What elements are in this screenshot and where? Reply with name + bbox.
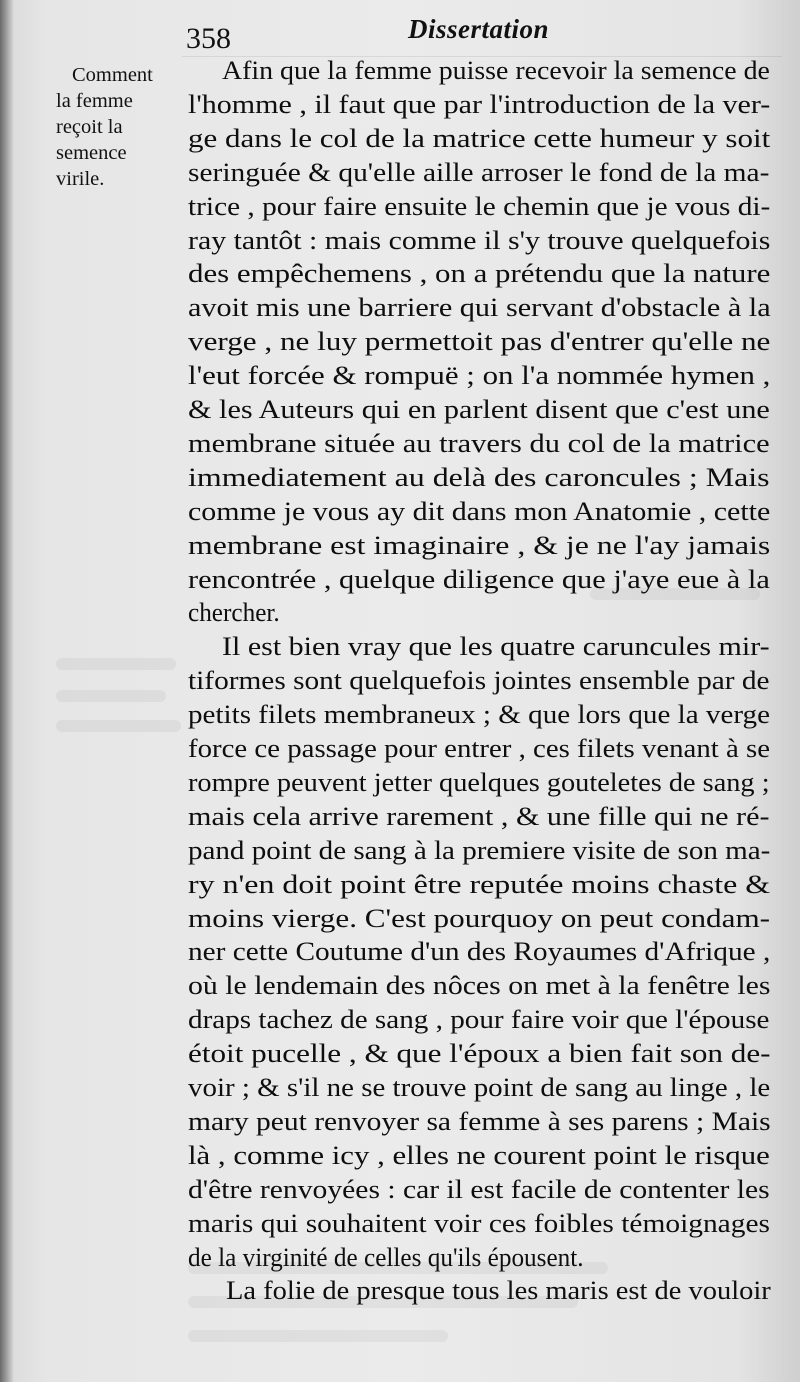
text-line: verge , ne luy permettoit pas d'entrer qu'elle ne [188, 327, 771, 356]
text-line: mary peut renvoyer sa femme à ses parens ; Mais [188, 1107, 771, 1136]
text-line: voir ; & s'il ne se trouve point de sang au linge , le [188, 1073, 771, 1102]
text-line: seringuée & qu'elle aille arroser le fond de la ma- [188, 158, 770, 187]
text-line: moins vierge. C'est pourquoy on peut condam- [188, 904, 771, 933]
margin-note-line: semence [56, 142, 127, 164]
text-line: & les Auteurs qui en parlent disent que c'est une [188, 395, 770, 424]
text-line: l'eut forcée & rompuë ; on l'a nommée hymen , [188, 361, 771, 390]
text-line: Il est bien vray que les quatre caruncules mir- [222, 632, 770, 661]
text-line: Afin que la femme puisse recevoir la semence de [222, 56, 770, 85]
text-line: immediatement au delà des caroncules ; Mais [188, 463, 770, 492]
text-line: comme je vous ay dit dans mon Anatomie , cette [188, 497, 771, 526]
text-line: membrane est imaginaire , & je ne l'ay jamais [188, 531, 771, 560]
text-line: étoit pucelle , & que l'époux a bien fait son de- [188, 1039, 771, 1068]
text-line: là , comme icy , elles ne courent point le risque [188, 1141, 770, 1170]
text-line: tiformes sont quelquefois jointes ensemble par de [188, 666, 770, 695]
text-line: où le lendemain des nôces on met à la fenêtre les [188, 971, 771, 1000]
text-line: draps tachez de sang , pour faire voir que l'épouse [188, 1005, 770, 1034]
text-line: avoit mis une barriere qui servant d'obstacle à la [188, 293, 771, 322]
text-line: force ce passage pour entrer , ces filets venant à se [188, 734, 771, 763]
text-line: chercher. [188, 598, 280, 627]
text-line: ry n'en doit point être reputée moins chaste & [188, 870, 771, 899]
text-line: ner cette Coutume d'un des Royaumes d'Afrique , [188, 937, 771, 966]
text-line: membrane située au travers du col de la matrice [188, 429, 770, 458]
running-title: Dissertation [408, 14, 550, 44]
page-number: 358 [186, 22, 231, 55]
text-line: des empêchemens , on a prétendu que la nature [188, 259, 771, 288]
text-line: La folie de presque tous les maris est de vouloir [226, 1276, 771, 1305]
text-line: rencontrée , quelque diligence que j'aye eue à la [188, 565, 770, 594]
text-line: l'homme , il faut que par l'introduction de la ver- [188, 90, 771, 119]
margin-note-line: Comment [72, 64, 153, 86]
text-line: mais cela arrive rarement , & une fille qui ne ré- [188, 802, 770, 831]
margin-note-line: la femme [56, 90, 133, 112]
text-line: ray tantôt : mais comme il s'y trouve quelquefois [188, 226, 771, 255]
margin-note-line: virile. [56, 168, 105, 190]
text-line: maris qui souhaitent voir ces foibles témoignages [188, 1209, 770, 1238]
text-line: ge dans le col de la matrice cette humeur y soit [188, 124, 771, 153]
text-line: trice , pour faire ensuite le chemin que je vous di- [188, 192, 771, 221]
margin-note-line: reçoit la [56, 116, 123, 138]
text-line: d'être renvoyées : car il est facile de contenter les [188, 1175, 770, 1204]
text-line: rompre peuvent jetter quelques gouteletes de sang ; [188, 768, 770, 797]
text-line: pand point de sang à la premiere visite de son ma- [188, 836, 771, 865]
text-line: petits filets membraneux ; & que lors que la verge [188, 700, 771, 729]
text-line: de la virginité de celles qu'ils épousent. [188, 1243, 584, 1272]
